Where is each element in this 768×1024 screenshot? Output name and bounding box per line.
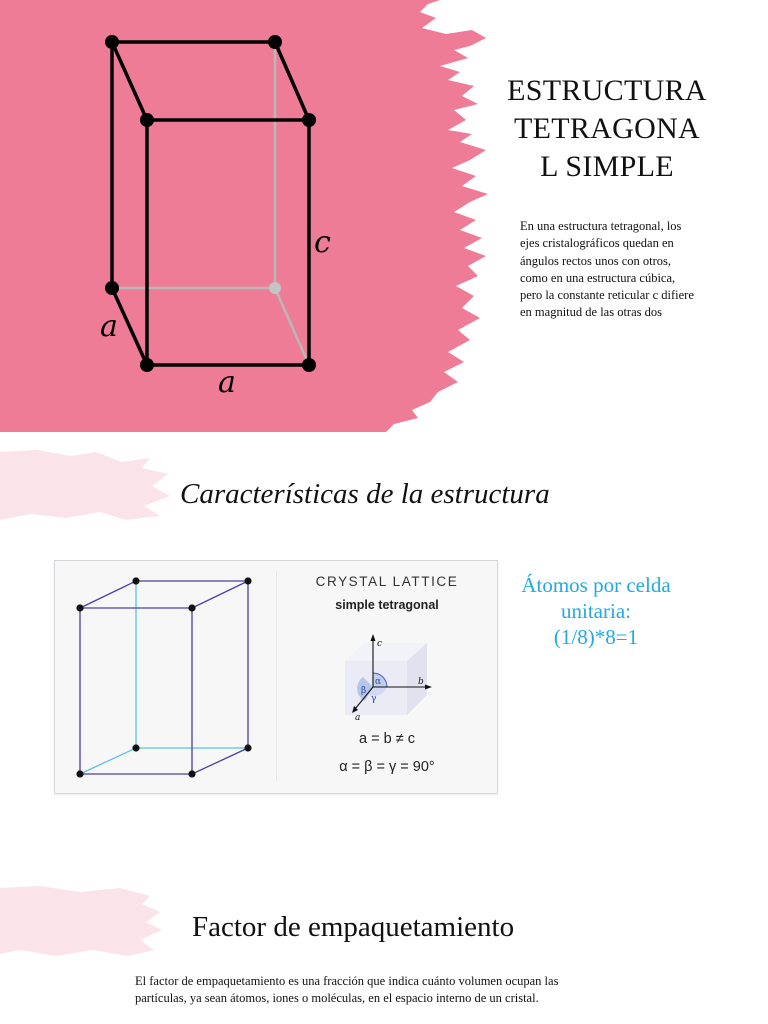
title-line: TETRAGONA — [513, 112, 700, 145]
title-line: ESTRUCTURA — [507, 74, 707, 107]
angle-beta-label: β — [361, 686, 367, 696]
corner-atom — [105, 35, 119, 49]
lattice-angle-relation: α = β = γ = 90° — [339, 759, 435, 775]
corner-atom — [302, 358, 316, 372]
corner-atom — [268, 35, 282, 49]
label-a-bottom: a — [218, 365, 236, 400]
page-title — [498, 72, 716, 186]
hidden-edge-depth — [275, 288, 309, 365]
axes-angle-diagram — [335, 631, 445, 721]
axis-a-label: a — [355, 713, 361, 721]
angle-gamma-label: γ — [371, 694, 377, 704]
light-pink-brush-2 — [0, 886, 162, 956]
crystal-lattice-heading: CRYSTAL LATTICE — [315, 574, 459, 589]
tetragonal-cell-diagram — [0, 0, 400, 430]
title-line: L SIMPLE — [540, 150, 674, 183]
corner-atom — [105, 281, 119, 295]
section-title-packing-factor: Factor de empaquetamiento — [192, 911, 515, 943]
packing-factor-description: El factor de empaquetamiento es una fracción que indica cuánto volumen ocupan las partículas, ya sean átomos, iones o moléculas, en el espacio interno de un cristal. — [135, 974, 559, 1005]
corner-atom — [302, 113, 316, 127]
hidden-corner-atom — [269, 282, 281, 294]
label-c: c — [314, 225, 331, 260]
simple-tetragonal-lattice — [55, 561, 275, 791]
atoms-line: Átomos por celda — [521, 573, 671, 597]
lattice-length-relation: a = b ≠ c — [359, 731, 415, 747]
label-a-left: a — [100, 309, 118, 344]
axis-c-label: c — [377, 639, 383, 649]
corner-atom — [140, 358, 154, 372]
angle-alpha-label: α — [375, 677, 382, 687]
light-pink-brush-1 — [0, 450, 170, 520]
corner-atom — [140, 113, 154, 127]
section-title-characteristics: Características de la estructura — [180, 478, 550, 510]
atoms-per-cell — [504, 572, 688, 650]
crystal-lattice-card — [54, 560, 498, 794]
structure-description: En una estructura tetragonal, los ejes cristalográficos quedan en ángulos rectos unos con otros, como en una estructura cúbica, pero la constante reticular c difiere en magnitud de las otras dos — [520, 219, 694, 320]
crystal-lattice-subheading: simple tetragonal — [335, 598, 439, 612]
atoms-line: (1/8)*8=1 — [553, 625, 639, 649]
atoms-line: unitaria: — [561, 599, 631, 623]
axis-b-label: b — [418, 677, 424, 687]
card-divider — [276, 571, 277, 781]
